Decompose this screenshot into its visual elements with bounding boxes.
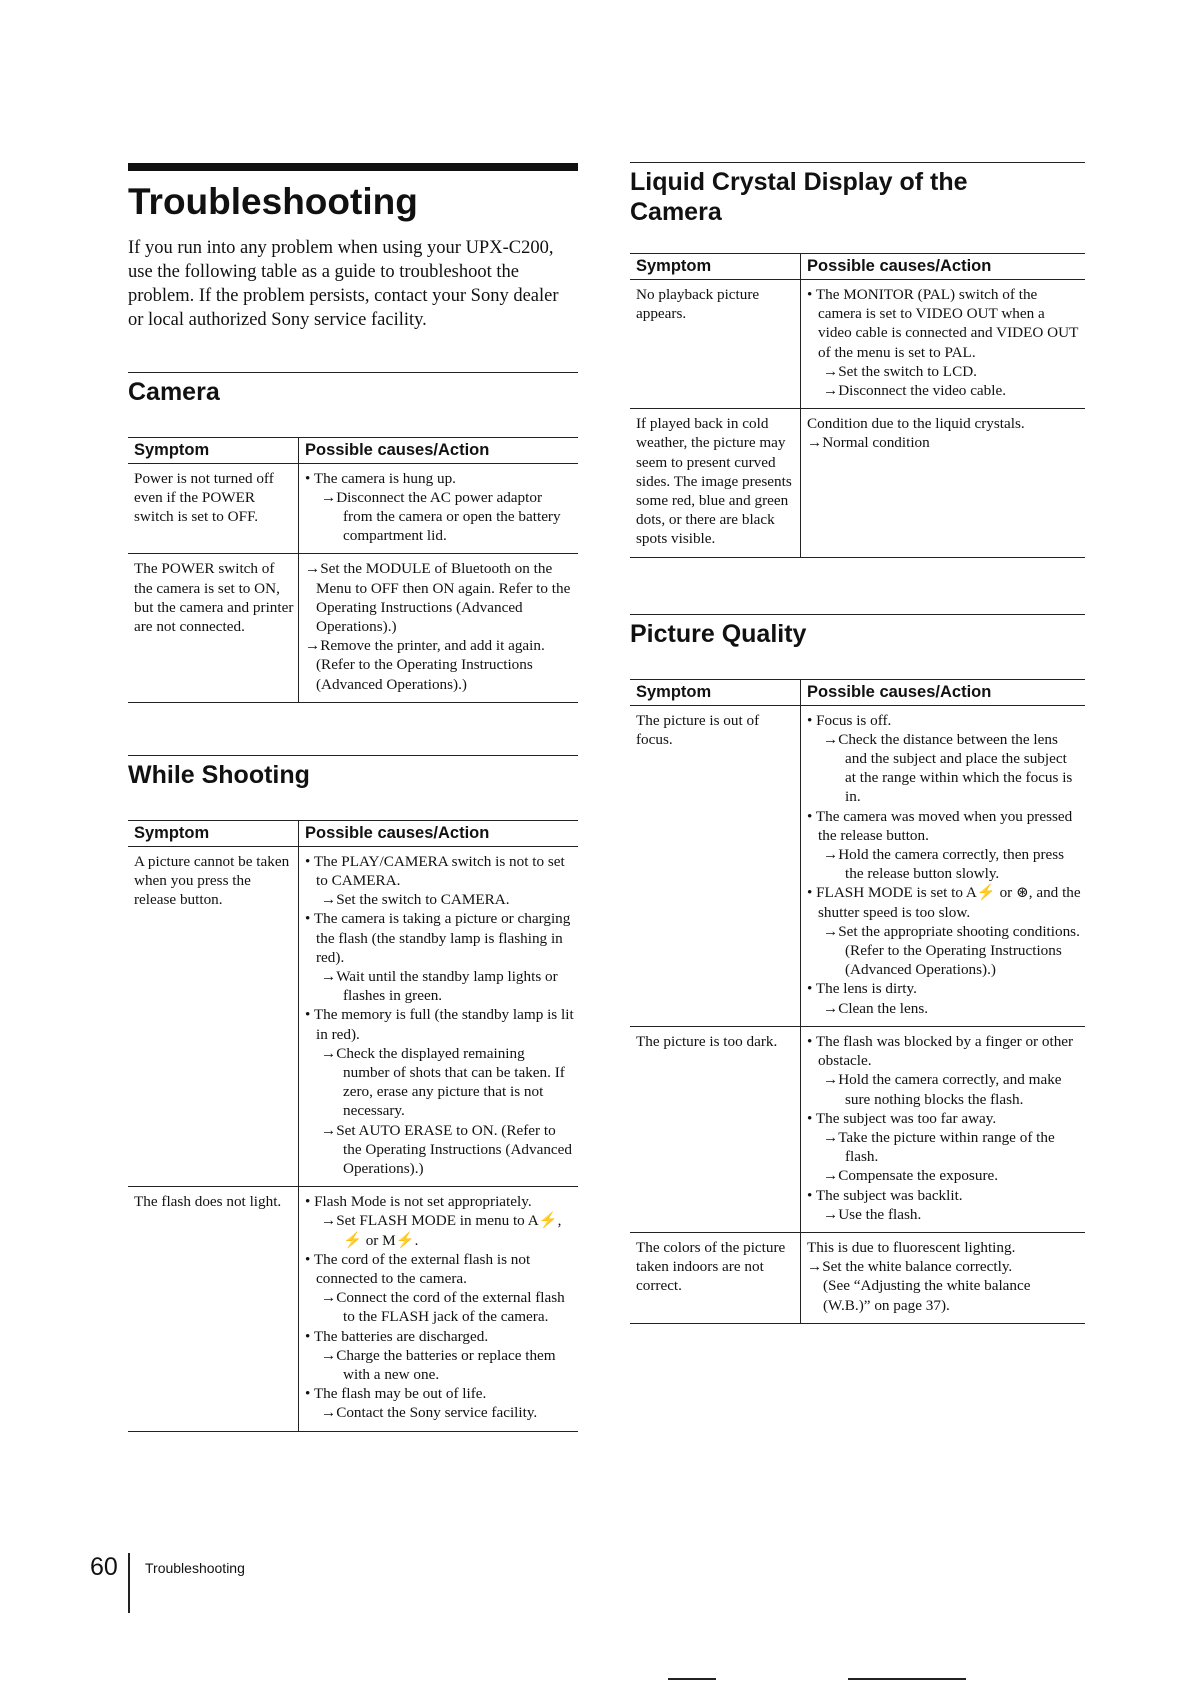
symptom-cell: The colors of the picture taken indoors are not correct.	[630, 1232, 801, 1323]
cause-item: • Focus is off.	[807, 711, 892, 729]
section-rule	[630, 162, 1085, 163]
table-body	[128, 463, 578, 702]
table-header-row	[128, 437, 578, 463]
symptom-cell: If played back in cold weather, the picture may seem to present curved sides. The image presents some red, blue and green dots, or there are black spots visible.	[630, 409, 801, 557]
action-item: →Clean the lens.	[823, 999, 929, 1017]
cause-item: • The subject was too far away.	[807, 1109, 997, 1127]
action-cell	[299, 463, 579, 554]
section-rule	[128, 755, 578, 756]
action-item: →Set the switch to CAMERA.	[321, 891, 510, 909]
action-item: →Set the switch to LCD.	[823, 362, 977, 380]
table-row	[630, 280, 1085, 409]
symptom-header: Symptom	[128, 820, 299, 846]
action-item: →Charge the batteries or replace them with a new one.	[321, 1346, 556, 1384]
action-item: →Connect the cord of the external flash to the FLASH jack of the camera.	[321, 1289, 565, 1326]
symptom-cell: The picture is too dark.	[630, 1026, 801, 1232]
right-column	[630, 162, 1085, 1324]
action-cell	[801, 705, 1086, 1026]
action-item: →Disconnect the video cable.	[823, 382, 1007, 400]
left-column	[128, 163, 578, 1432]
action-item: →Set AUTO ERASE to ON. (Refer to the Operating Instructions (Advanced Operations).)	[321, 1121, 573, 1178]
cause-item: • The PLAY/CAMERA switch is not to set to CAMERA.	[305, 852, 565, 889]
cause-item: • The camera is hung up.	[305, 469, 456, 487]
cause-item: • Flash Mode is not set appropriately.	[305, 1193, 532, 1211]
intro-paragraph: If you run into any problem when using your UPX-C200, use the following table as a guide to troubleshoot the problem. If the problem persists, contact your Sony dealer or local authorized Sony service facility.	[128, 237, 559, 330]
camera-table	[128, 437, 578, 703]
table-body	[630, 705, 1085, 1323]
action-item: →Hold the camera correctly, then press the release button slowly.	[823, 846, 1065, 883]
while-shooting-table	[128, 820, 578, 1432]
page-title: Troubleshooting	[128, 181, 418, 222]
section-picture-quality	[630, 614, 1085, 1324]
symptom-cell: No playback picture appears.	[630, 280, 801, 409]
cause-item: • The memory is full (the standby lamp is lit in red).	[305, 1006, 574, 1043]
section-while-shooting	[128, 755, 578, 1432]
table-row	[128, 1187, 578, 1431]
note-line: Condition due to the liquid crystals.	[807, 415, 1025, 433]
table-body	[630, 280, 1085, 558]
action-cell	[299, 1187, 579, 1431]
action-cell	[801, 1026, 1086, 1232]
action-header: Possible causes/Action	[299, 437, 579, 463]
symptom-header: Symptom	[630, 679, 801, 705]
action-item: →Disconnect the AC power adaptor from the camera or open the battery compartment lid.	[321, 488, 561, 545]
cause-item: • FLASH MODE is set to A⚡ or ⊛, and the shutter speed is too slow.	[807, 884, 1081, 921]
cause-item: • The flash was blocked by a finger or other obstacle.	[807, 1032, 1074, 1070]
section-title: Liquid Crystal Display of the Camera	[630, 168, 968, 226]
note-line: This is due to fluorescent lighting.	[807, 1238, 1016, 1256]
scan-mark	[668, 1678, 716, 1680]
section-title: While Shooting	[128, 760, 310, 789]
symptom-cell: A picture cannot be taken when you press the release button.	[128, 846, 299, 1186]
action-item: →Wait until the standby lamp lights or flashes in green.	[321, 968, 558, 1005]
symptom-cell: The picture is out of focus.	[630, 705, 801, 1026]
action-item: →Set the MODULE of Bluetooth on the Menu to OFF then ON again. Refer to the Operating Instructions (Advanced Operations).)	[305, 560, 571, 635]
action-cell	[801, 409, 1086, 557]
picture-quality-table	[630, 679, 1085, 1324]
table-row	[630, 409, 1085, 557]
action-item: →Use the flash.	[823, 1205, 922, 1223]
cause-item: • The camera is taking a picture or charging the flash (the standby lamp is flashing in red).	[305, 910, 571, 966]
cause-item: • The MONITOR (PAL) switch of the camera is set to VIDEO OUT when a video cable is connected and VIDEO OUT of the menu is set to PAL.	[807, 286, 1079, 361]
section-rule	[128, 372, 578, 373]
section-lcd	[630, 162, 1085, 558]
table-row	[128, 554, 578, 702]
table-row	[630, 1232, 1085, 1323]
action-item: →Contact the Sony service facility.	[321, 1404, 538, 1422]
cause-item: • The flash may be out of life.	[305, 1385, 487, 1403]
action-header: Possible causes/Action	[801, 254, 1086, 280]
table-header-row	[128, 820, 578, 846]
page-number: 60	[90, 1553, 118, 1581]
action-item: →Check the displayed remaining number of shots that can be taken. If zero, erase any picture that is not necessary.	[321, 1044, 565, 1120]
action-item: →Check the distance between the lens and the subject and place the subject at the range within which the focus is in.	[823, 730, 1073, 806]
symptom-header: Symptom	[630, 254, 801, 280]
action-header: Possible causes/Action	[299, 820, 579, 846]
table-row	[630, 1026, 1085, 1232]
cause-item: • The subject was backlit.	[807, 1186, 963, 1204]
table-row	[128, 846, 578, 1186]
table-header-row	[630, 254, 1085, 280]
action-item: →Set the appropriate shooting conditions. (Refer to the Operating Instructions (Advanced Operations).)	[823, 922, 1080, 979]
action-cell	[299, 846, 579, 1186]
cause-item: • The camera was moved when you pressed the release button.	[807, 807, 1073, 844]
note-line: →Set the white balance correctly.	[807, 1258, 1013, 1276]
cause-item: • The cord of the external flash is not connected to the camera.	[305, 1250, 531, 1288]
table-row	[128, 463, 578, 554]
symptom-cell: The POWER switch of the camera is set to ON, but the camera and printer are not connected.	[128, 554, 299, 702]
action-cell	[299, 554, 579, 702]
footer-section-label: Troubleshooting	[145, 1560, 245, 1576]
section-rule	[630, 614, 1085, 615]
table-row	[630, 705, 1085, 1026]
action-item: →Take the picture within range of the flash.	[823, 1128, 1055, 1166]
symptom-header: Symptom	[128, 437, 299, 463]
action-cell	[801, 280, 1086, 409]
cause-item: • The lens is dirty.	[807, 980, 917, 998]
action-cell	[801, 1232, 1086, 1323]
symptom-cell: The flash does not light.	[128, 1187, 299, 1431]
cause-item: • The batteries are discharged.	[305, 1327, 489, 1345]
note-line: (See “Adjusting the white balance (W.B.)” on page 37).	[823, 1277, 1031, 1314]
action-item: →Compensate the exposure.	[823, 1167, 999, 1185]
note-line: →Normal condition	[807, 434, 930, 452]
symptom-cell: Power is not turned off even if the POWER switch is set to OFF.	[128, 463, 299, 554]
section-title: Camera	[128, 377, 220, 406]
action-item: →Set FLASH MODE in menu to A⚡, ⚡ or M⚡.	[321, 1212, 562, 1249]
footer-divider	[128, 1553, 130, 1613]
table-header-row	[630, 679, 1085, 705]
section-title: Picture Quality	[630, 619, 807, 648]
section-camera	[128, 372, 578, 703]
title-bar	[128, 163, 578, 171]
action-header: Possible causes/Action	[801, 679, 1086, 705]
action-item: →Remove the printer, and add it again. (Refer to the Operating Instructions (Advanced Operations).)	[305, 637, 545, 693]
scan-mark	[848, 1678, 966, 1680]
lcd-table	[630, 253, 1085, 558]
table-body	[128, 846, 578, 1431]
action-item: →Hold the camera correctly, and make sure nothing blocks the flash.	[823, 1071, 1062, 1108]
